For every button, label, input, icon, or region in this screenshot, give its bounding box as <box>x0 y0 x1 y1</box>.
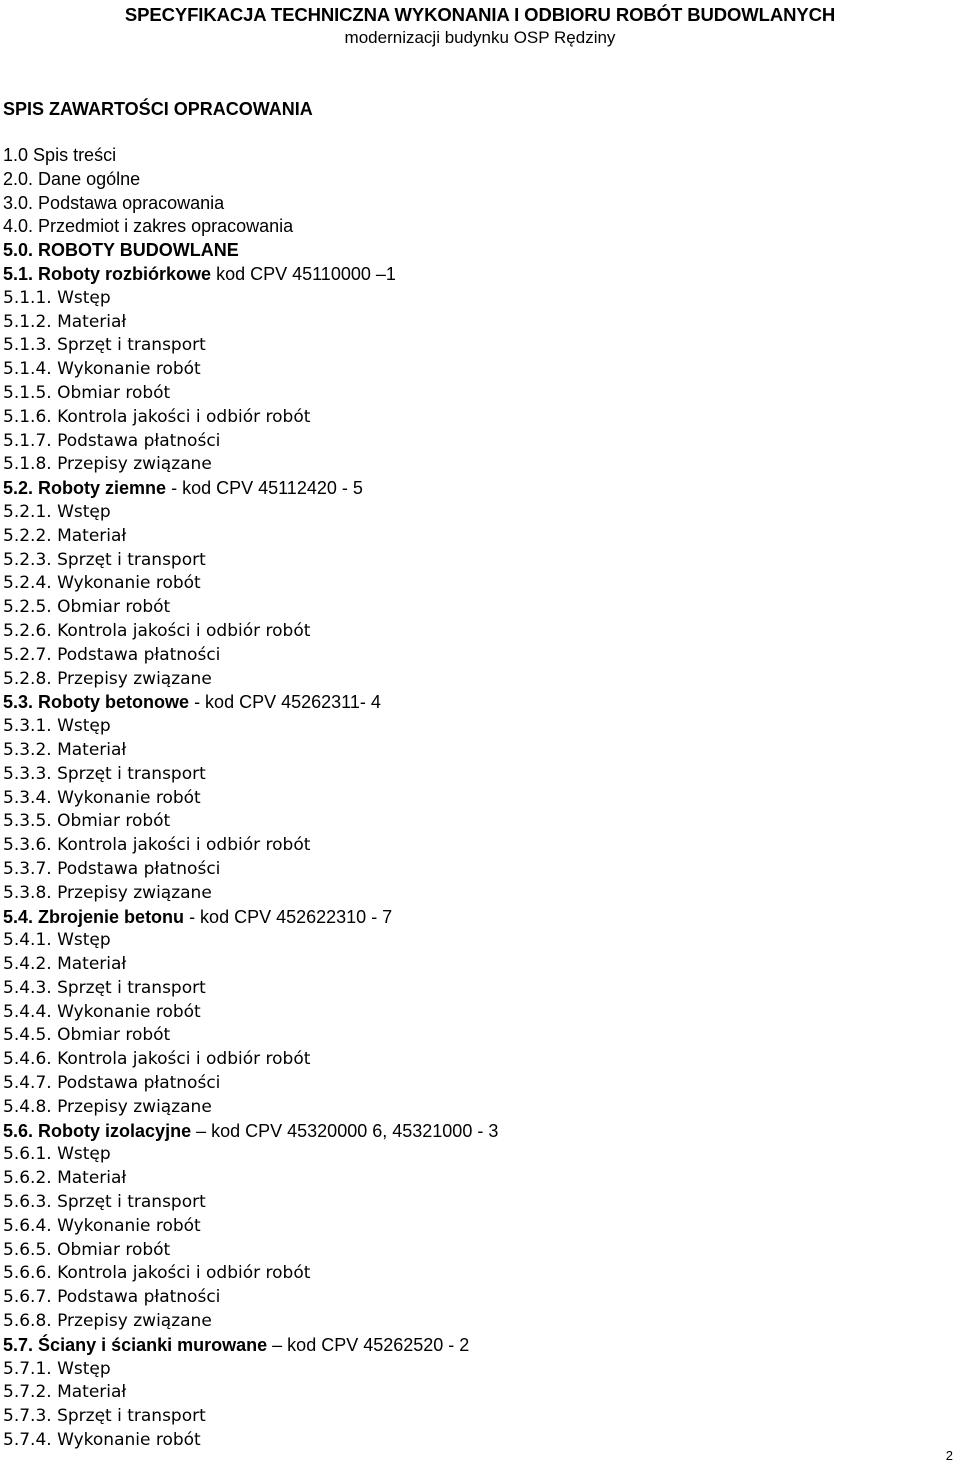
toc-entry-title: Roboty izolacyjne <box>38 1120 192 1141</box>
toc-entry-number: 5.3.8. <box>3 882 52 903</box>
toc-entry-number: 5.4.6. <box>3 1049 52 1070</box>
toc-entry-title: Podstawa płatności <box>57 1073 221 1094</box>
toc-entry-title: Wstęp <box>57 287 111 308</box>
toc-entry <box>3 311 498 335</box>
toc-entry-number: 5.7.2. <box>3 1382 52 1403</box>
toc-entry-title: Przepisy związane <box>57 1311 212 1332</box>
toc-entry-title: Wstęp <box>57 1358 111 1379</box>
toc-entry-title: Wykonanie robót <box>57 1001 201 1022</box>
toc-entry <box>3 668 498 692</box>
toc-entry-number: 5.7.3. <box>3 1406 52 1427</box>
toc-entry-cpv-code: – kod CPV 45262520 - 2 <box>272 1334 470 1355</box>
toc-entry-number: 5.4.8. <box>3 1096 52 1117</box>
toc-entry <box>3 1048 498 1072</box>
toc-entry-title: Materiał <box>57 954 127 975</box>
toc-entry-cpv-code: – kod CPV 45320000 6, 45321000 - 3 <box>196 1120 499 1141</box>
toc-entry-number: 5.6.5. <box>3 1239 52 1260</box>
toc-entry <box>3 1358 498 1382</box>
toc-entry <box>3 929 498 953</box>
toc-entry-title: Materiał <box>57 739 127 760</box>
toc-entry-number: 5.2.6. <box>3 620 52 641</box>
toc-entry-number: 4.0. <box>3 216 34 237</box>
toc-entry-number: 5.6. <box>3 1120 34 1141</box>
toc-entry <box>3 549 498 573</box>
toc-entry-title: Obmiar robót <box>57 1025 171 1046</box>
toc-entry-title: Obmiar robót <box>57 811 171 832</box>
toc-entry-number: 5.3.3. <box>3 763 52 784</box>
toc-entry <box>3 430 498 454</box>
toc-entry-title: Wykonanie robót <box>57 1215 201 1236</box>
toc-entry-number: 5.2.3. <box>3 549 52 570</box>
toc-entry <box>3 1167 498 1191</box>
toc-entry <box>3 406 498 430</box>
toc-entry <box>3 358 498 382</box>
toc-section-entry <box>3 1120 498 1144</box>
toc-entry-cpv-code: - kod CPV 452622310 - 7 <box>189 906 393 927</box>
toc-entry-title: Podstawa opracowania <box>38 192 225 213</box>
toc-entry-number: 5.7. <box>3 1334 34 1355</box>
toc-entry <box>3 715 498 739</box>
toc-entry <box>3 810 498 834</box>
toc-entry <box>3 525 498 549</box>
toc-entry-title: Wykonanie robót <box>57 787 201 808</box>
toc-section-entry <box>3 691 498 715</box>
toc-entry-number: 5.2.2. <box>3 525 52 546</box>
toc-entry-title: Wstęp <box>57 716 111 737</box>
toc-entry-title: Ściany i ścianki murowane <box>38 1334 268 1355</box>
toc-entry-title: Roboty rozbiórkowe <box>38 263 212 284</box>
toc-entry <box>3 644 498 668</box>
toc-entry-title: Materiał <box>57 525 127 546</box>
toc-entry <box>3 1262 498 1286</box>
toc-entry-number: 5.3.5. <box>3 811 52 832</box>
toc-entry-number: 5.3. <box>3 692 34 713</box>
toc-entry-title: Podstawa płatności <box>57 644 221 665</box>
toc-entry-title: Kontrola jakości i odbiór robót <box>57 1263 311 1284</box>
toc-entry-number: 5.4.7. <box>3 1073 52 1094</box>
toc-entry <box>3 1096 498 1120</box>
toc-entry-title: Sprzęt i transport <box>57 763 206 784</box>
toc-entry-title: Podstawa płatności <box>57 430 221 451</box>
toc-entry-title: Przedmiot i zakres opracowania <box>38 216 294 237</box>
page-number: 2 <box>945 1448 953 1463</box>
toc-entry-number: 3.0. <box>3 192 34 213</box>
toc-entry-number: 5.3.4. <box>3 787 52 808</box>
toc-entry-title: Materiał <box>57 1168 127 1189</box>
toc-entry-title: Przepisy związane <box>57 882 212 903</box>
toc-entry-number: 5.6.3. <box>3 1192 52 1213</box>
toc-entry-number: 5.7.1. <box>3 1358 52 1379</box>
toc-entry-number: 5.6.8. <box>3 1311 52 1332</box>
toc-entry-title: Spis treści <box>33 145 117 165</box>
toc-entry-number: 5.4. <box>3 906 34 927</box>
toc-entry-title: Wstęp <box>57 501 111 522</box>
toc-entry <box>3 1024 498 1048</box>
toc-heading: SPIS ZAWARTOŚCI OPRACOWANIA <box>3 99 313 119</box>
toc-entry-title: Sprzęt i transport <box>57 1192 206 1213</box>
toc-section-entry <box>3 906 498 930</box>
toc-entry <box>3 834 498 858</box>
toc-entry-number: 5.2.1. <box>3 501 52 522</box>
toc-entry-title: Sprzęt i transport <box>57 1406 206 1427</box>
toc-entry <box>3 287 498 311</box>
toc-entry-number: 5.3.2. <box>3 739 52 760</box>
toc-entry-title: Kontrola jakości i odbiór robót <box>57 406 311 427</box>
toc-entry <box>3 1310 498 1334</box>
toc-entry-number: 5.4.5. <box>3 1025 52 1046</box>
toc-entry <box>3 882 498 906</box>
toc-entry <box>3 1405 498 1429</box>
table-of-contents <box>3 144 498 1453</box>
toc-entry-number: 5.2. <box>3 478 34 499</box>
toc-entry-number: 5.1.8. <box>3 454 52 475</box>
toc-entry-number: 5.7.4. <box>3 1430 52 1451</box>
toc-entry-number: 5.3.7. <box>3 858 52 879</box>
toc-entry-title: Obmiar robót <box>57 1239 171 1260</box>
toc-entry-number: 5.4.3. <box>3 977 52 998</box>
toc-entry-number: 5.4.2. <box>3 954 52 975</box>
toc-entry <box>3 1429 498 1453</box>
toc-entry <box>3 1072 498 1096</box>
toc-entry <box>3 453 498 477</box>
toc-entry-title: Dane ogólne <box>38 168 141 189</box>
toc-entry-number: 5.6.7. <box>3 1287 52 1308</box>
toc-entry-number: 2.0. <box>3 168 34 189</box>
toc-entry <box>3 168 498 192</box>
toc-entry-number: 5.2.4. <box>3 573 52 594</box>
toc-entry-number: 5.1.2. <box>3 311 52 332</box>
document-header <box>0 3 960 50</box>
toc-entry <box>3 144 498 168</box>
toc-entry-title: Przepisy związane <box>57 668 212 689</box>
toc-entry-number: 5.3.6. <box>3 835 52 856</box>
toc-entry <box>3 501 498 525</box>
toc-entry-number: 5.4.4. <box>3 1001 52 1022</box>
toc-entry <box>3 192 498 216</box>
toc-entry-number: 1.0 <box>3 145 29 165</box>
toc-entry-title: Sprzęt i transport <box>57 977 206 998</box>
toc-entry-title: Kontrola jakości i odbiór robót <box>57 835 311 856</box>
toc-section-entry <box>3 263 498 287</box>
toc-entry <box>3 1215 498 1239</box>
toc-entry-title: Wykonanie robót <box>57 359 201 380</box>
toc-entry-title: Kontrola jakości i odbiór robót <box>57 1049 311 1070</box>
toc-entry <box>3 977 498 1001</box>
toc-entry-title: Wykonanie robót <box>57 1430 201 1451</box>
toc-entry <box>3 215 498 239</box>
toc-entry-title: Wstęp <box>57 1144 111 1165</box>
toc-entry-title: Sprzęt i transport <box>57 549 206 570</box>
toc-entry <box>3 858 498 882</box>
toc-entry-number: 5.6.2. <box>3 1168 52 1189</box>
toc-entry-number: 5.0. <box>3 240 34 261</box>
toc-entry-number: 5.1.3. <box>3 335 52 356</box>
toc-entry-title: Roboty ziemne <box>38 478 167 499</box>
toc-entry <box>3 334 498 358</box>
toc-section-entry <box>3 1334 498 1358</box>
toc-entry-cpv-code: - kod CPV 45112420 - 5 <box>171 478 363 499</box>
toc-entry-number: 5.3.1. <box>3 716 52 737</box>
document-title: SPECYFIKACJA TECHNICZNA WYKONANIA I ODBIORU ROBÓT BUDOWLANYCH <box>124 4 836 25</box>
toc-entry-number: 5.6.4. <box>3 1215 52 1236</box>
toc-entry <box>3 1143 498 1167</box>
toc-entry-number: 5.2.7. <box>3 644 52 665</box>
toc-entry <box>3 953 498 977</box>
document-subtitle: modernizacji budynku OSP Rędziny <box>344 28 616 47</box>
toc-entry <box>3 1191 498 1215</box>
toc-entry <box>3 1286 498 1310</box>
toc-entry-number: 5.4.1. <box>3 930 52 951</box>
toc-entry-title: Obmiar robót <box>57 597 171 618</box>
toc-entry-number: 5.1. <box>3 263 34 284</box>
toc-entry <box>3 1381 498 1405</box>
toc-entry <box>3 382 498 406</box>
toc-entry-number: 5.2.5. <box>3 597 52 618</box>
toc-entry-title: Zbrojenie betonu <box>38 906 185 927</box>
toc-entry-cpv-code: kod CPV 45110000 –1 <box>216 263 396 284</box>
toc-entry-title: Kontrola jakości i odbiór robót <box>57 620 311 641</box>
toc-entry-title: Przepisy związane <box>57 1096 212 1117</box>
toc-entry-cpv-code: - kod CPV 45262311- 4 <box>194 692 381 713</box>
toc-entry <box>3 620 498 644</box>
toc-entry <box>3 1001 498 1025</box>
toc-entry-number: 5.2.8. <box>3 668 52 689</box>
toc-entry-title: Wstęp <box>57 930 111 951</box>
toc-entry-title: Obmiar robót <box>57 382 171 403</box>
toc-entry <box>3 1239 498 1263</box>
toc-entry <box>3 763 498 787</box>
toc-entry <box>3 739 498 763</box>
toc-entry-number: 5.1.5. <box>3 382 52 403</box>
toc-entry-title: Materiał <box>57 311 127 332</box>
toc-entry-title: Podstawa płatności <box>57 1287 221 1308</box>
toc-entry-number: 5.6.1. <box>3 1144 52 1165</box>
toc-entry-title: Podstawa płatności <box>57 858 221 879</box>
toc-entry-number: 5.1.4. <box>3 359 52 380</box>
toc-entry-title: Przepisy związane <box>57 454 212 475</box>
toc-entry-title: Roboty betonowe <box>38 692 190 713</box>
toc-entry-number: 5.1.7. <box>3 430 52 451</box>
toc-entry-title: ROBOTY BUDOWLANE <box>38 240 239 261</box>
toc-entry-title: Sprzęt i transport <box>57 335 206 356</box>
toc-entry <box>3 596 498 620</box>
toc-entry-number: 5.1.1. <box>3 287 52 308</box>
toc-section-entry <box>3 239 498 263</box>
toc-section-entry <box>3 477 498 501</box>
toc-entry <box>3 787 498 811</box>
toc-entry-title: Materiał <box>57 1382 127 1403</box>
toc-entry-number: 5.6.6. <box>3 1263 52 1284</box>
toc-entry-title: Wykonanie robót <box>57 573 201 594</box>
toc-entry <box>3 572 498 596</box>
toc-entry-number: 5.1.6. <box>3 406 52 427</box>
